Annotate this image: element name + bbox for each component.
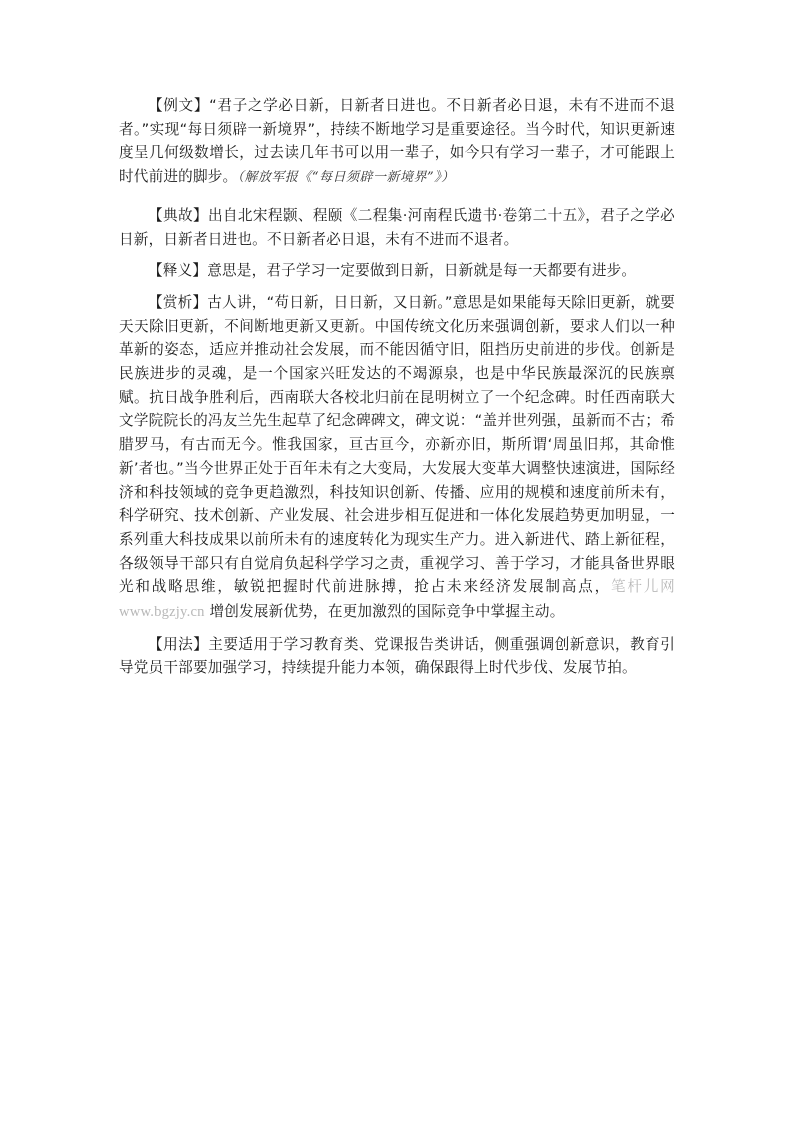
document-page: [119, 94, 675, 680]
example-source: （解放军报《“每日须辟一新境界”》）: [237, 170, 455, 186]
usage-tag: 【用法】: [148, 635, 209, 653]
appreciation-text-after: 增创发展新优势，在更加激烈的国际竞争中掌握主动。: [204, 603, 565, 621]
meaning-tag: 【释义】: [148, 262, 208, 280]
appreciation-paragraph: [119, 291, 675, 625]
meaning-text: 意思是，君子学习一定要做到日新，日新就是每一天都要有进步。: [207, 262, 637, 280]
example-paragraph: [119, 94, 675, 190]
meaning-paragraph: [119, 259, 675, 283]
appreciation-tag: 【赏析】: [148, 293, 208, 311]
usage-text: 主要适用于学习教育类、党课报告类讲话，侧重强调创新意识，教育引导党员干部要加强学习，持续提升能力本领，确保跟得上时代步伐、发展节拍。: [119, 635, 675, 677]
watermark: 笔杆儿网 www.bgzjy.cn: [119, 579, 675, 621]
example-tag: 【例文】: [148, 97, 210, 114]
example-text: “君子之学必日新，日新者日进也。不日新者必日退，未有不进而不退者。”实现“每日须辟一新境界”，持续不断地学习是重要途径。当今时代，知识更新速度呈几何级数增长，过去读几年书可以用一辈子，如今只有学习一辈子，才可能跟上时代前进的脚步。: [119, 97, 675, 186]
usage-paragraph: [119, 633, 675, 680]
allusion-text: 出自北宋程颢、程颐《二程集·河南程氏遗书·卷第二十五》，君子之学必日新，日新者日进也。不日新者必日退，未有不进而不退者。: [119, 206, 675, 248]
allusion-paragraph: [119, 204, 675, 251]
allusion-tag: 【典故】: [148, 206, 208, 224]
appreciation-text-before: 古人讲，“苟日新，日日新，又日新。”意思是如果能每天除旧更新，就要天天除旧更新，不间断地更新又更新。中国传统文化历来强调创新，要求人们以一种革新的姿态，适应并推动社会发展，而不能因循守旧，阻挡历史前进的步伐。创新是民族进步的灵魂，是一个国家兴旺发达的不竭源泉，也是中华民族最深沉的民族禀赋。抗日战争胜利后，西南联大各校北归前在昆明树立了一个纪念碑。时任西南联大文学院院长的冯友兰先生起草了纪念碑碑文，碑文说：“盖并世列强，虽新而不古；希腊罗马，有古而无今。惟我国家，亘古亘今，亦新亦旧，斯所谓‘周虽旧邦，其命惟新’者也。”当今世界正处于百年未有之大变局，大发展大变革大调整快速演进，国际经济和科技领域的竞争更趋激烈，科技知识创新、传播、应用的规模和速度前所未有，科学研究、技术创新、产业发展、社会进步相互促进和一体化发展趋势更加明显，一系列重大科技成果以前所未有的速度转化为现实生产力。进入新进代、踏上新征程，各级领导干部只有自觉肩负起科学学习之责，重视学习、善于学习，才能具备世界眼光和战略思维，敏锐把握时代前进脉搏，抢占未来经济发展制高点，: [119, 293, 675, 596]
